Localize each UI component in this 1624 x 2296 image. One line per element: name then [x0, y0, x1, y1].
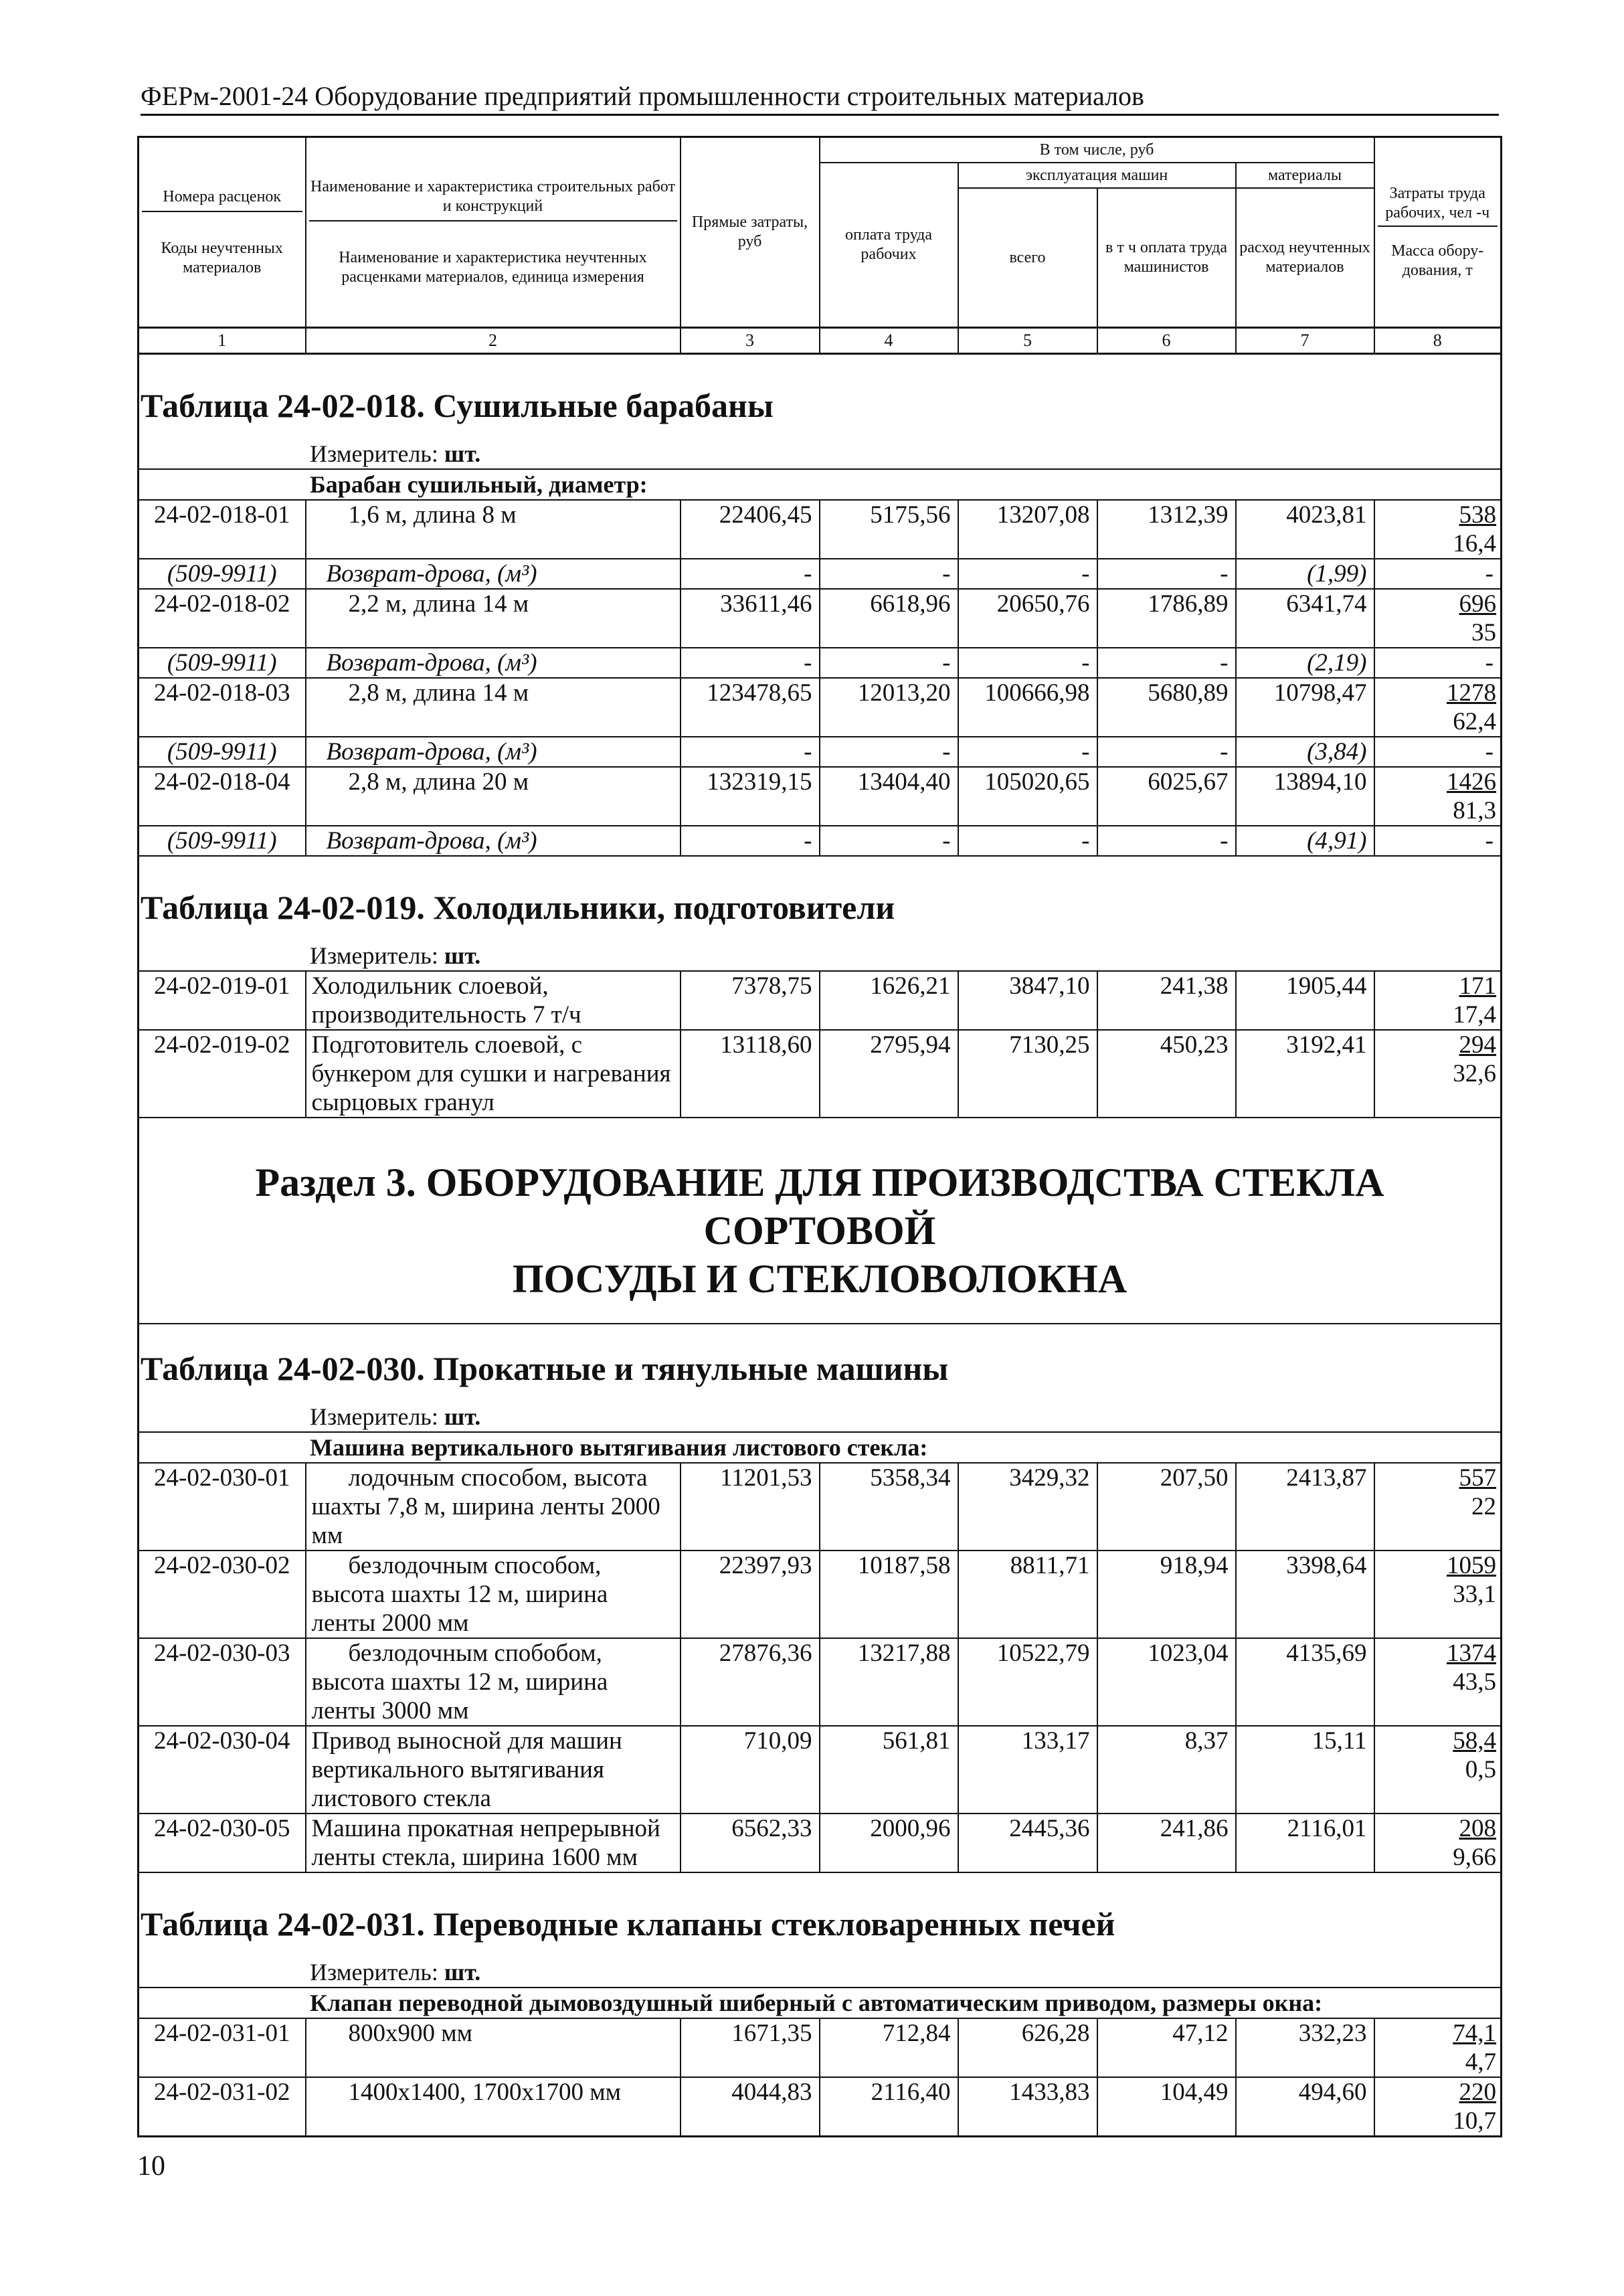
labor-hours: 220 [1459, 2079, 1496, 2106]
material-m4: - [820, 737, 958, 767]
value-c5: 10522,79 [958, 1638, 1097, 1726]
rate-name-line: мм [311, 1522, 343, 1549]
table-018-subhead-row [139, 469, 1502, 500]
rate-name-line: шахты 7,8 м, ширина ленты 2000 [311, 1493, 660, 1520]
rate-name [306, 1726, 681, 1814]
equipment-mass: 32,6 [1453, 1060, 1496, 1087]
value-c7: 4023,81 [1236, 500, 1374, 559]
equipment-mass: 33,1 [1453, 1581, 1496, 1608]
material-row [139, 737, 1502, 767]
rate-code: 24-02-030-02 [139, 1551, 306, 1638]
value-c6: 8,37 [1097, 1726, 1236, 1814]
table-018-title-text: Таблица 24-02-018. Сушильные барабаны [141, 387, 774, 424]
col-number: 7 [1236, 328, 1374, 354]
rate-name-line: 2,8 м, длина 20 м [348, 768, 529, 796]
table-031-title [139, 1872, 1502, 1955]
value-c7: 6341,74 [1236, 589, 1374, 648]
subhead-text: Барабан сушильный, диаметр: [310, 471, 648, 498]
material-m3: - [681, 826, 820, 856]
equipment-mass: 10,7 [1453, 2107, 1496, 2135]
value-c4: 6618,96 [820, 589, 958, 648]
value-c6: 1023,04 [1097, 1638, 1236, 1726]
value-c6: 450,23 [1097, 1030, 1236, 1118]
table-row [139, 589, 1502, 648]
value-c6: 1312,39 [1097, 500, 1236, 559]
material-code: (509-9911) [139, 826, 306, 856]
value-c4: 1626,21 [820, 971, 958, 1030]
value-c3: 13118,60 [681, 1030, 820, 1118]
table-030-measure-row [139, 1399, 1502, 1432]
value-c5: 7130,25 [958, 1030, 1097, 1118]
table-031-title-text: Таблица 24-02-031. Переводные клапаны стекловаренных печей [141, 1905, 1115, 1943]
material-m7: (1,99) [1236, 559, 1374, 589]
table-row [139, 2018, 1502, 2077]
value-c6: 104,49 [1097, 2077, 1236, 2137]
value-c5: 133,17 [958, 1726, 1097, 1814]
material-row [139, 648, 1502, 678]
value-c3: 123478,65 [681, 678, 820, 737]
measure-label: Измеритель: [310, 942, 438, 969]
value-c7: 15,11 [1236, 1726, 1374, 1814]
material-code: (509-9911) [139, 559, 306, 589]
labor-hours: 171 [1459, 972, 1496, 1000]
rate-code: 24-02-030-01 [139, 1463, 306, 1551]
labor-hours: 557 [1459, 1464, 1496, 1492]
section-3-line2: ПОСУДЫ И СТЕКЛОВОЛОКНА [512, 1257, 1127, 1301]
material-m5: - [958, 826, 1097, 856]
rate-name [306, 2018, 681, 2077]
value-c3: 6562,33 [681, 1814, 820, 1872]
equipment-mass: 62,4 [1453, 708, 1496, 735]
rate-code: 24-02-018-02 [139, 589, 306, 648]
value-c5: 8811,71 [958, 1551, 1097, 1638]
value-c3: 22397,93 [681, 1551, 820, 1638]
labor-hours: 58,4 [1453, 1727, 1496, 1755]
rate-name-line: листового стекла [311, 1785, 491, 1812]
rate-name-line: 2,2 м, длина 14 м [348, 590, 529, 618]
rate-code: 24-02-019-01 [139, 971, 306, 1030]
value-c6: 918,94 [1097, 1551, 1236, 1638]
material-m8: - [1374, 648, 1502, 678]
equipment-mass: 4,7 [1465, 2048, 1496, 2076]
labor-hours: 208 [1459, 1815, 1496, 1842]
labor-hours: 1059 [1447, 1552, 1496, 1579]
value-c7: 2413,87 [1236, 1463, 1374, 1551]
material-m3: - [681, 648, 820, 678]
rate-name [306, 971, 681, 1030]
value-c4: 13217,88 [820, 1638, 958, 1726]
labor-cell [1374, 1030, 1502, 1118]
rate-name [306, 1030, 681, 1118]
rate-name-line: Подготовитель слоевой, с [311, 1031, 583, 1059]
subhead-text: Клапан переводной дымовоздушный шиберный с автоматическим приводом, размеры окна: [310, 1990, 1323, 2016]
rate-name-line: ленты стекла, ширина 1600 мм [311, 1844, 638, 1871]
table-row [139, 767, 1502, 826]
rate-name-line: 2,8 м, длина 14 м [348, 679, 529, 707]
table-row [139, 678, 1502, 737]
table-018-measure-row [139, 436, 1502, 469]
rate-name-line: Холодильник слоевой, [311, 972, 549, 1000]
value-c5: 100666,98 [958, 678, 1097, 737]
col5-header: всего [958, 188, 1097, 328]
rate-code: 24-02-018-03 [139, 678, 306, 737]
table-018-subhead [139, 469, 1502, 500]
rate-name-line: лодочным способом, высота [348, 1464, 648, 1492]
rate-code: 24-02-031-02 [139, 2077, 306, 2137]
rate-code: 24-02-031-01 [139, 2018, 306, 2077]
value-c7: 4135,69 [1236, 1638, 1374, 1726]
table-030-subhead [139, 1432, 1502, 1463]
value-c4: 10187,58 [820, 1551, 958, 1638]
table-019-title [139, 856, 1502, 938]
section-3-line1: Раздел 3. ОБОРУДОВАНИЕ ДЛЯ ПРОИЗВОДСТВА СТЕКЛА СОРТОВОЙ [255, 1160, 1384, 1253]
table-019-title-row [139, 856, 1502, 938]
value-c3: 132319,15 [681, 767, 820, 826]
rate-name [306, 2077, 681, 2137]
measure-label: Измеритель: [310, 440, 438, 467]
measure-label: Измеритель: [310, 1403, 438, 1430]
measure-unit: шт. [444, 942, 481, 969]
value-c4: 712,84 [820, 2018, 958, 2077]
labor-cell [1374, 2018, 1502, 2077]
value-c4: 5358,34 [820, 1463, 958, 1551]
value-c7: 2116,01 [1236, 1814, 1374, 1872]
material-m8: - [1374, 559, 1502, 589]
rate-name [306, 1814, 681, 1872]
value-c6: 241,38 [1097, 971, 1236, 1030]
col6-header: в т ч оплата труда машинистов [1097, 188, 1236, 328]
rate-name-line: Машина прокатная непрерывной [311, 1815, 660, 1842]
table-019-measure [139, 938, 1502, 971]
labor-hours: 538 [1459, 501, 1496, 529]
value-c5: 3847,10 [958, 971, 1097, 1030]
col-number: 2 [306, 328, 681, 354]
table-019-title-text: Таблица 24-02-019. Холодильники, подготовители [141, 889, 895, 926]
table-030-title-row [139, 1324, 1502, 1399]
value-c6: 6025,67 [1097, 767, 1236, 826]
material-m4: - [820, 826, 958, 856]
value-c5: 105020,65 [958, 767, 1097, 826]
labor-cell [1374, 678, 1502, 737]
material-name: Возврат-дрова, (м³) [306, 559, 681, 589]
material-code: (509-9911) [139, 648, 306, 678]
table-row [139, 1463, 1502, 1551]
col7-header: расход неучтенных материалов [1236, 188, 1374, 328]
section-3-heading-row [139, 1118, 1502, 1324]
value-c3: 1671,35 [681, 2018, 820, 2077]
table-030-title-text: Таблица 24-02-030. Прокатные и тянульные машины [141, 1350, 949, 1387]
rate-code: 24-02-030-03 [139, 1638, 306, 1726]
group-header: В том числе, руб [820, 137, 1374, 163]
material-m5: - [958, 559, 1097, 589]
table-031-title-row [139, 1872, 1502, 1955]
table-018-title [139, 354, 1502, 437]
rate-name-line: 1400x1400, 1700x1700 мм [348, 2079, 622, 2106]
value-c6: 207,50 [1097, 1463, 1236, 1551]
equipment-mass: 17,4 [1453, 1001, 1496, 1029]
value-c7: 494,60 [1236, 2077, 1374, 2137]
value-c3: 27876,36 [681, 1638, 820, 1726]
value-c3: 22406,45 [681, 500, 820, 559]
rate-name [306, 678, 681, 737]
value-c3: 710,09 [681, 1726, 820, 1814]
page-header: ФЕРм-2001-24 Оборудование предприятий промышленности строительных материалов [141, 79, 1499, 116]
table-018-title-row [139, 354, 1502, 437]
equipment-mass: 35 [1471, 619, 1496, 646]
material-m5: - [958, 648, 1097, 678]
value-c7: 332,23 [1236, 2018, 1374, 2077]
col-number: 8 [1374, 328, 1502, 354]
rate-code: 24-02-018-01 [139, 500, 306, 559]
table-row [139, 1551, 1502, 1638]
table-row [139, 500, 1502, 559]
col-number: 4 [820, 328, 958, 354]
subhead-text: Машина вертикального вытягивания листового стекла: [310, 1434, 928, 1461]
rate-code: 24-02-030-05 [139, 1814, 306, 1872]
value-c6: 47,12 [1097, 2018, 1236, 2077]
value-c6: 241,86 [1097, 1814, 1236, 1872]
measure-unit: шт. [444, 1403, 481, 1430]
table-031-measure-row [139, 1955, 1502, 1988]
col-number: 6 [1097, 328, 1236, 354]
measure-unit: шт. [444, 440, 481, 467]
table-row [139, 1814, 1502, 1872]
value-c7: 10798,47 [1236, 678, 1374, 737]
material-name: Возврат-дрова, (м³) [306, 737, 681, 767]
measure-label: Измеритель: [310, 1959, 438, 1985]
material-m3: - [681, 559, 820, 589]
section-3-heading [139, 1118, 1502, 1324]
equipment-mass: 43,5 [1453, 1668, 1496, 1696]
rate-name-line: бункером для сушки и нагревания [311, 1060, 671, 1087]
rate-name-line: 1,6 м, длина 8 м [348, 501, 517, 529]
labor-cell [1374, 767, 1502, 826]
material-m6: - [1097, 559, 1236, 589]
col3-header: Прямые затраты, руб [681, 137, 820, 328]
material-m6: - [1097, 737, 1236, 767]
col-number: 3 [681, 328, 820, 354]
table-row [139, 2077, 1502, 2137]
equipment-mass: 81,3 [1453, 797, 1496, 824]
value-c5: 2445,36 [958, 1814, 1097, 1872]
rate-name-line: сырцовых гранул [311, 1089, 494, 1116]
col4-header: оплата труда рабочих [820, 163, 958, 328]
material-m6: - [1097, 648, 1236, 678]
col-number: 5 [958, 328, 1097, 354]
table-row [139, 1726, 1502, 1814]
col2-header: Наименование и характеристика строительных работ и конструкций Наименование и характеристика неучтенных расценками материалов, единица измерения [306, 137, 681, 328]
value-c4: 13404,40 [820, 767, 958, 826]
labor-hours: 74,1 [1453, 2020, 1496, 2047]
col1-header: Номера расценок Коды неучтенных материалов [139, 137, 306, 328]
equipment-mass: 22 [1471, 1493, 1496, 1520]
value-c4: 5175,56 [820, 500, 958, 559]
rate-name-line: вертикального вытягивания [311, 1756, 604, 1783]
value-c4: 12013,20 [820, 678, 958, 737]
value-c7: 3398,64 [1236, 1551, 1374, 1638]
value-c5: 626,28 [958, 2018, 1097, 2077]
labor-hours: 696 [1459, 590, 1496, 618]
rate-name-line: ленты 2000 мм [311, 1609, 469, 1637]
rate-name-line: производительность 7 т/ч [311, 1001, 581, 1029]
rate-name-line: ленты 3000 мм [311, 1697, 469, 1725]
labor-cell [1374, 2077, 1502, 2137]
material-m5: - [958, 737, 1097, 767]
rate-name [306, 1463, 681, 1551]
rate-name [306, 500, 681, 559]
equipment-mass: 16,4 [1453, 530, 1496, 557]
exploit-header: эксплуатация машин [958, 163, 1236, 188]
column-numbers-row [139, 328, 1502, 354]
rate-code: 24-02-030-04 [139, 1726, 306, 1814]
col8-header: Затраты труда рабочих, чел -ч Масса обору-дования, т [1374, 137, 1502, 328]
labor-cell [1374, 1638, 1502, 1726]
value-c7: 3192,41 [1236, 1030, 1374, 1118]
value-c4: 2116,40 [820, 2077, 958, 2137]
table-row [139, 971, 1502, 1030]
labor-cell [1374, 1551, 1502, 1638]
table-030-title [139, 1324, 1502, 1399]
value-c5: 13207,08 [958, 500, 1097, 559]
material-m8: - [1374, 826, 1502, 856]
rate-name [306, 589, 681, 648]
labor-hours: 1278 [1447, 679, 1496, 707]
labor-hours: 1374 [1447, 1640, 1496, 1667]
labor-cell [1374, 589, 1502, 648]
value-c3: 33611,46 [681, 589, 820, 648]
material-m7: (3,84) [1236, 737, 1374, 767]
material-name: Возврат-дрова, (м³) [306, 648, 681, 678]
material-name: Возврат-дрова, (м³) [306, 826, 681, 856]
materials-header: материалы [1236, 163, 1374, 188]
table-row [139, 1638, 1502, 1726]
value-c5: 3429,32 [958, 1463, 1097, 1551]
value-c6: 5680,89 [1097, 678, 1236, 737]
col-number: 1 [139, 328, 306, 354]
equipment-mass: 9,66 [1453, 1844, 1496, 1871]
value-c7: 1905,44 [1236, 971, 1374, 1030]
value-c3: 7378,75 [681, 971, 820, 1030]
rate-code: 24-02-018-04 [139, 767, 306, 826]
labor-cell [1374, 1463, 1502, 1551]
table-030-subhead-row [139, 1432, 1502, 1463]
value-c4: 2000,96 [820, 1814, 958, 1872]
rate-name [306, 1638, 681, 1726]
labor-cell [1374, 971, 1502, 1030]
labor-hours: 294 [1459, 1031, 1496, 1059]
table-row [139, 1030, 1502, 1118]
value-c7: 13894,10 [1236, 767, 1374, 826]
rate-name-line: Привод выносной для машин [311, 1727, 622, 1755]
labor-cell [1374, 1726, 1502, 1814]
rate-name [306, 1551, 681, 1638]
rate-name-line: безлодочным способом, [348, 1552, 602, 1579]
table-030-measure [139, 1399, 1502, 1432]
rate-name-line: 800x900 мм [348, 2020, 473, 2047]
labor-cell [1374, 1814, 1502, 1872]
value-c3: 11201,53 [681, 1463, 820, 1551]
table-019-measure-row [139, 938, 1502, 971]
table-031-measure [139, 1955, 1502, 1988]
material-m7: (2,19) [1236, 648, 1374, 678]
rates-table [137, 136, 1502, 2137]
material-m4: - [820, 648, 958, 678]
labor-hours: 1426 [1447, 768, 1496, 796]
value-c6: 1786,89 [1097, 589, 1236, 648]
table-031-subhead [139, 1988, 1502, 2018]
material-m8: - [1374, 737, 1502, 767]
material-code: (509-9911) [139, 737, 306, 767]
rate-name-line: высота шахты 12 м, ширина [311, 1581, 608, 1608]
measure-unit: шт. [444, 1959, 481, 1985]
value-c5: 20650,76 [958, 589, 1097, 648]
material-m3: - [681, 737, 820, 767]
value-c4: 561,81 [820, 1726, 958, 1814]
material-m7: (4,91) [1236, 826, 1374, 856]
material-row [139, 559, 1502, 589]
value-c4: 2795,94 [820, 1030, 958, 1118]
rate-name [306, 767, 681, 826]
page-number: 10 [137, 2151, 165, 2182]
material-m4: - [820, 559, 958, 589]
table-018-measure [139, 436, 1502, 469]
rate-name-line: высота шахты 12 м, ширина [311, 1668, 608, 1696]
material-row [139, 826, 1502, 856]
value-c5: 1433,83 [958, 2077, 1097, 2137]
material-m6: - [1097, 826, 1236, 856]
rate-name-line: безлодочным спобобом, [348, 1640, 602, 1667]
labor-cell [1374, 500, 1502, 559]
table-031-subhead-row [139, 1988, 1502, 2018]
value-c3: 4044,83 [681, 2077, 820, 2137]
rate-code: 24-02-019-02 [139, 1030, 306, 1118]
equipment-mass: 0,5 [1465, 1756, 1496, 1783]
